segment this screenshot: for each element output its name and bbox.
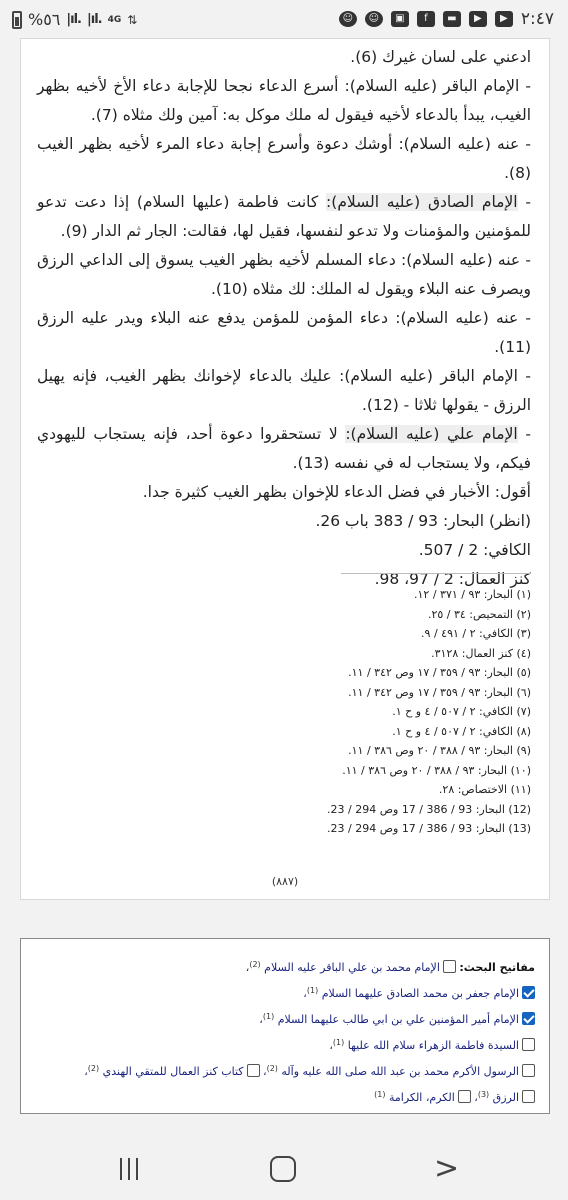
page-number: (٨٨٧) — [271, 875, 299, 888]
key-checkbox[interactable] — [522, 1064, 535, 1077]
key-count: (1) — [374, 1090, 386, 1099]
snapchat-icon-2: ☺ — [365, 11, 383, 27]
key-link[interactable]: الإمام جعفر بن محمد الصادق عليهما السلام — [321, 987, 519, 1000]
key-link[interactable]: السيدة فاطمة الزهراء سلام الله عليها — [347, 1039, 519, 1052]
key-checkbox[interactable] — [522, 1090, 535, 1103]
footnote: (٣) الكافي: ٢ / ٤٩١ / ٩. — [421, 627, 531, 640]
signal-icon: |ıl. — [66, 12, 81, 27]
system-nav-bar — [0, 1140, 568, 1200]
keys-row: الإمام أمير المؤمنين علي بن ابي طالب عليهما السلام $^{(1)}$، — [31, 1005, 535, 1031]
footnote: (٧) الكافي: ٢ / ٥٠٧ / ٤ و ح ١. — [392, 705, 531, 718]
text-line: - الإمام الباقر (عليه السلام): عليك بالدعاء لإخوانك بظهر الغيب، فإنه يهيل الرزق - يقولها ثلاثا - (12). — [37, 367, 531, 414]
footnote: (٩) البحار: ٩٣ / ٣٨٨ / ٢٠ وص ٣٨٦ / ١١. — [348, 744, 531, 757]
key-count: (2) — [266, 1064, 278, 1073]
status-right — [339, 9, 554, 29]
keys-row: مفاتيح البحث: الإمام محمد بن علي الباقر عليه السلام $^{(2)}$، — [245, 960, 535, 974]
footnotes — [51, 585, 531, 839]
key-checkbox-checked[interactable] — [522, 986, 535, 999]
clock: ٢:٤٧ — [520, 9, 554, 29]
keys-row: الرزق $^{(3)}$، الكرم، الكرامة $^{(1)}$ — [31, 1083, 535, 1109]
battery-percent: %٥٦ — [28, 10, 61, 29]
key-count: (2) — [249, 960, 261, 969]
key-count: (1) — [306, 986, 319, 995]
text-line-sadiq: - الإمام الصادق (عليه السلام): كانت فاطمة (عليها السلام) إذا دعت تدعو للمؤمنين والمؤمنات ولا تدعو لنفسها، فقيل لها، فقالت: الجار ثم الدار (9). — [37, 193, 531, 240]
footnote: (٦) البحار: ٩٣ / ٣٥٩ / ١٧ وص ٣٤٢ / ١١. — [348, 685, 531, 699]
text-line: - عنه (عليه السلام): أوشك دعوة وأسرع إجابة دعاء المرء لأخيه بظهر الغيب (8). — [37, 135, 531, 182]
text-line: أقول: الأخبار في فضل الدعاء للإخوان بظهر الغيب كثيرة جدا. — [142, 483, 531, 501]
keys-row: السيدة فاطمة الزهراء سلام الله عليها $^{(1)}$، — [31, 1031, 535, 1057]
footnote: (٢) التمحيص: ٣٤ / ٢٥. — [427, 607, 531, 621]
search-keys-panel — [20, 938, 550, 1114]
key-link[interactable]: الكرم، الكرامة — [388, 1091, 455, 1104]
network-type: 4G — [107, 14, 122, 25]
keys-label: مفاتيح البحث: — [459, 961, 535, 974]
key-count: (1) — [262, 1012, 275, 1021]
status-bar — [0, 0, 568, 40]
footnote: (٨) الكافي: ٢ / ٥٠٧ / ٤ و ح ١. — [392, 724, 531, 738]
footnote: (١١) الاختصاص: ٢٨. — [438, 783, 531, 796]
key-count: (3) — [477, 1090, 490, 1099]
text-line: (انظر) البحار: 93 / 383 باب 26. — [315, 512, 531, 530]
recent-apps-icon[interactable] — [118, 1158, 140, 1180]
key-link[interactable]: الرسول الأكرم محمد بن عبد الله صلى الله عليه وآله — [281, 1065, 519, 1078]
text-line-ali: - الإمام علي (عليه السلام): لا تستحقروا دعوة أحد، فإنه يستجاب لليهودي فيكم، ولا يستجاب له في نفسه (13). — [37, 425, 531, 472]
battery-icon — [12, 11, 22, 29]
key-link[interactable]: الإمام أمير المؤمنين علي بن ابي طالب عليهما السلام — [277, 1013, 519, 1026]
footnote: (١٠) البحار: ٩٣ / ٣٨٨ / ٢٠ وص ٣٨٦ / ١١. — [342, 763, 531, 777]
page-text — [21, 39, 549, 594]
key-count: (1) — [332, 1038, 345, 1047]
youtube-icon: ▶ — [469, 11, 487, 27]
footnote: (٥) البحار: ٩٣ / ٣٥٩ / ١٧ وص ٣٤٢ / ١١. — [348, 666, 531, 679]
key-checkbox-checked[interactable] — [522, 1012, 535, 1025]
youtube-icon-2: ▶ — [495, 11, 513, 27]
back-icon[interactable]: > — [434, 1151, 460, 1186]
text-line: الكافي: 2 / 507. — [418, 541, 531, 559]
footnote-divider — [341, 573, 531, 574]
status-left — [12, 10, 137, 29]
keys-row: الإمام جعفر بن محمد الصادق عليهما السلام $^{(1)}$، — [31, 979, 535, 1005]
text-line: كنز العمال: 2 / 97، 98. — [374, 570, 531, 588]
key-count: (2) — [87, 1064, 100, 1073]
snapchat-icon: ☺ — [339, 11, 357, 27]
key-checkbox[interactable] — [522, 1038, 535, 1051]
gallery-icon: ▣ — [391, 11, 409, 27]
folder-icon: ▬ — [443, 11, 461, 27]
key-checkbox[interactable] — [247, 1064, 260, 1077]
key-link[interactable]: كتاب كنز العمال للمتقي الهندي — [102, 1065, 244, 1078]
footnote: (12) البحار: 93 / 386 / 17 وص 294 / 23. — [327, 802, 531, 816]
book-page — [20, 38, 550, 900]
key-link[interactable]: الإمام محمد بن علي الباقر عليه السلام — [264, 961, 440, 974]
home-icon[interactable] — [270, 1156, 296, 1182]
text-line: - عنه (عليه السلام): دعاء المسلم لأخيه بظهر الغيب يسوق إلى الداعي الرزق ويصرف عنه البلاء ويقول له الملك: لك مثلاه (10). — [37, 251, 531, 298]
text-line: - عنه (عليه السلام): دعاء المؤمن للمؤمن يدفع عنه البلاء ويدر عليه الرزق (11). — [37, 309, 531, 356]
text-line: - الإمام الباقر (عليه السلام): أسرع الدعاء نجحا للإجابة دعاء الأخ لأخيه بظهر الغيب، يبدأ بالدعاء لأخيه فيقول له ملك موكل به: آمين ولك مثلاه (7). — [37, 77, 531, 124]
footnote: (٤) كنز العمال: ٣١٢٨. — [431, 646, 531, 660]
facebook-icon: f — [417, 11, 435, 27]
text-line: ادعني على لسان غيرك (6). — [350, 48, 531, 66]
key-link[interactable]: الرزق — [492, 1091, 519, 1104]
footnote: (13) البحار: 93 / 386 / 17 وص 294 / 23. — [327, 822, 531, 835]
highlighted-link[interactable]: الإمام علي (عليه السلام): — [345, 425, 518, 443]
data-arrows-icon: ⇅ — [127, 12, 138, 27]
keys-row: الرسول الأكرم محمد بن عبد الله صلى الله عليه وآله $^{(2)}$، كتاب كنز العمال للمتقي الهندي $^{(2)}$، — [31, 1057, 535, 1083]
key-checkbox[interactable] — [443, 960, 456, 973]
signal-icon-2: |ıl. — [87, 12, 102, 27]
footnote: (١) البحار: ٩٣ / ٣٧١ / ١٢. — [414, 588, 531, 601]
highlighted-link[interactable]: الإمام الصادق (عليه السلام): — [326, 193, 518, 211]
key-checkbox[interactable] — [458, 1090, 471, 1103]
